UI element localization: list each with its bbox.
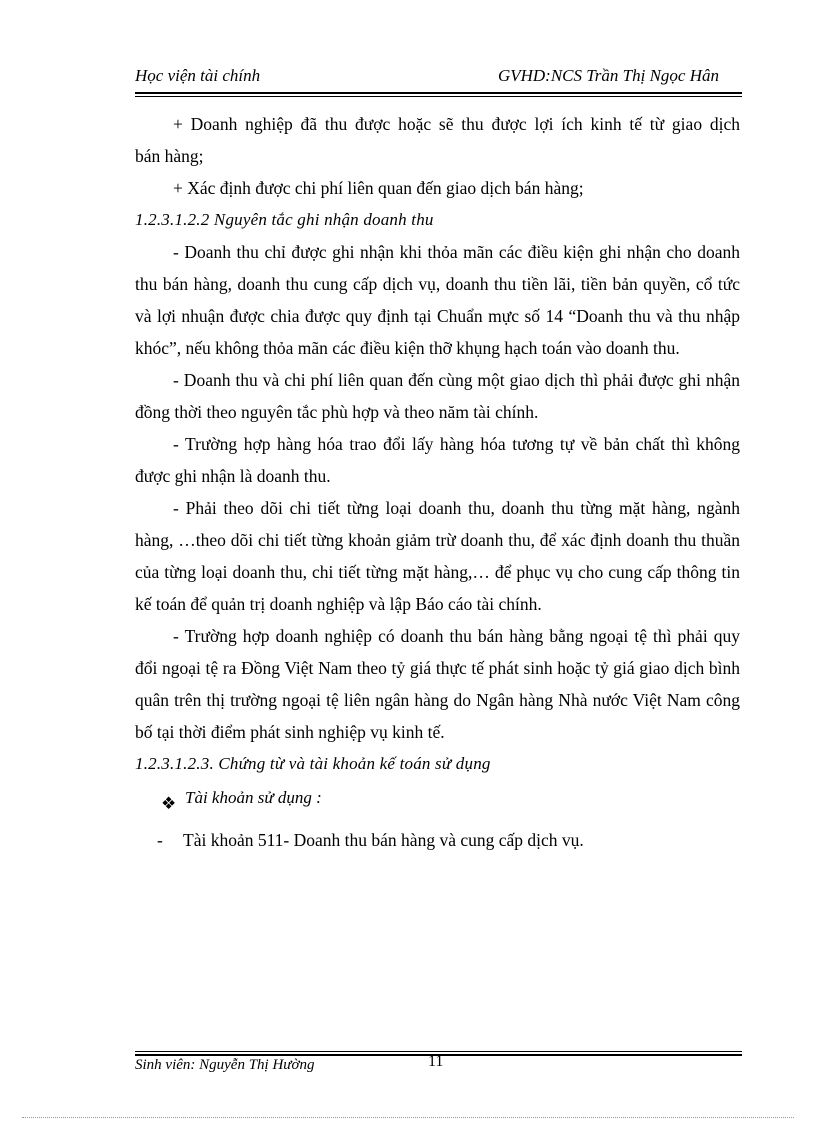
list-item-account-511 (135, 826, 740, 862)
paragraph-goods-exchange: - Trường hợp hàng hóa trao đổi lấy hàng hóa tương tự về bản chất thì không được ghi nhận là doanh thu. (135, 434, 740, 486)
dash-marker: - (157, 830, 163, 850)
bullet-label: Tài khoản sử dụng : (185, 788, 322, 807)
diamond-bullet-icon: ❖ (161, 794, 177, 813)
account-511-text: Tài khoản 511- Doanh thu bán hàng và cung cấp dịch vụ. (183, 830, 584, 850)
paragraph-cost: + Xác định được chi phí liên quan đến giao dịch bán hàng; (173, 178, 584, 198)
paragraph-benefit-line1: + Doanh nghiệp đã thu được hoặc sẽ thu được lợi ích kinh tế từ giao dịch (173, 114, 740, 134)
header-rule (135, 92, 742, 94)
paragraph-benefit-line2: bán hàng; (135, 146, 204, 166)
bullet-accounts-used (135, 784, 740, 824)
section-heading-documents-accounts: 1.2.3.1.2.3. Chứng từ và tài khoản kế toán sử dụng (135, 754, 491, 773)
footer-rule-thin (135, 1051, 742, 1052)
document-body (135, 108, 740, 862)
section-heading-revenue-principles: 1.2.3.1.2.2 Nguyên tắc ghi nhận doanh thu (135, 210, 434, 229)
header-rule-thin (135, 96, 742, 97)
header-supervisor: GVHD:NCS Trần Thị Ngọc Hân (497, 66, 719, 85)
paragraph-detail-tracking: - Phải theo dõi chi tiết từng loại doanh thu, doanh thu từng mặt hàng, ngành hàng, …theo dõi chi tiết từng khoản giảm trừ doanh thu, để xác định doanh thu thuần của từng loại doanh thu, chi tiết từng mặt hàng,… để phục vụ cho cung cấp thông tin kế toán để quản trị doanh nghiệp và lập Báo cáo tài chính. (135, 498, 740, 614)
paragraph-foreign-currency: - Trường hợp doanh nghiệp có doanh thu bán hàng bằng ngoại tệ thì phải quy đổi ngoại tệ ra Đồng Việt Nam theo tỷ giá thực tế phát sinh hoặc tỷ giá giao dịch bình quân trên thị trường ngoại tệ liên ngân hàng do Ngân hàng Nhà nước Việt Nam công bố tại thời điểm phát sinh nghiệp vụ kinh tế. (135, 626, 740, 742)
paragraph-matching-principle: - Doanh thu và chi phí liên quan đến cùng một giao dịch thì phải được ghi nhận đồng thời theo nguyên tắc phù hợp và theo năm tài chính. (135, 370, 740, 422)
header-institution: Học viện tài chính (135, 66, 261, 85)
page-number: 11 (428, 1053, 444, 1070)
footer-student-name: Sinh viên: Nguyễn Thị Hường (135, 1057, 315, 1073)
paragraph-revenue-conditions: - Doanh thu chỉ được ghi nhận khi thỏa mãn các điều kiện ghi nhận cho doanh thu bán hàng, doanh thu cung cấp dịch vụ, doanh thu tiền lãi, tiền bản quyền, cổ tức và lợi nhuận được chia được quy định tại Chuẩn mực số 14 “Doanh thu và thu nhập khóc”, nếu không thỏa mãn các điều kiện thỡ khụng hạch toán vào doanh thu. (135, 242, 740, 358)
page-header (135, 66, 741, 92)
page-edge-dotted-line (22, 1117, 794, 1118)
